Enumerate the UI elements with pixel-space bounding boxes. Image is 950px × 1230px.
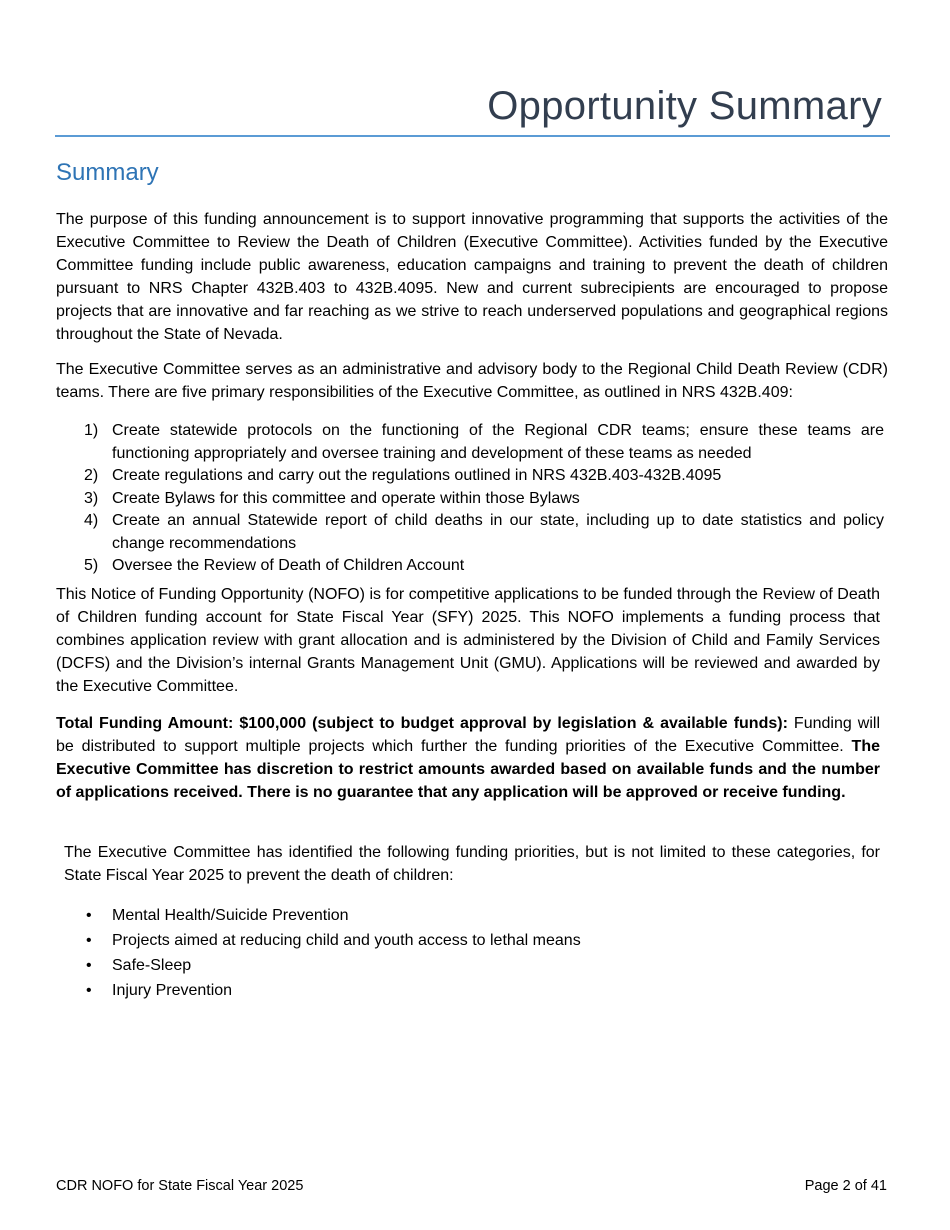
section-heading-summary: Summary bbox=[56, 159, 159, 186]
list-item-text: Create regulations and carry out the regulations outlined in NRS 432B.403-432B.4095 bbox=[112, 467, 722, 484]
paragraph-committee-role: The Executive Committee serves as an administrative and advisory body to the Regional Child Death Review (CDR) teams. There are five primary responsibilities of the Executive Committee, as outlined in NRS 432B.409: bbox=[56, 361, 888, 401]
list-item bbox=[56, 510, 884, 555]
list-item bbox=[56, 465, 884, 488]
list-item-text: Mental Health/Suicide Prevention bbox=[112, 907, 349, 924]
paragraph-priorities-intro: The Executive Committee has identified the following funding priorities, but is not limited to these categories, for State Fiscal Year 2025 to prevent the death of children: bbox=[64, 844, 880, 884]
list-item-text: Projects aimed at reducing child and youth access to lethal means bbox=[112, 932, 581, 949]
funding-disclaimer: The Executive Committee has discretion to restrict amounts awarded based on available funds and the number of applications received. There is no guarantee that any application will be approved or receive funding. bbox=[56, 738, 880, 801]
list-item bbox=[56, 420, 884, 465]
list-item bbox=[56, 488, 884, 511]
list-item-text: Injury Prevention bbox=[112, 982, 233, 999]
list-item bbox=[56, 903, 856, 928]
list-item bbox=[56, 555, 884, 578]
list-item bbox=[56, 953, 856, 978]
list-number: 4) bbox=[84, 512, 99, 529]
bullet-icon: • bbox=[86, 932, 92, 949]
list-number: 1) bbox=[84, 422, 99, 439]
bullet-icon: • bbox=[86, 957, 92, 974]
paragraph-funding-amount bbox=[56, 712, 880, 804]
list-number: 3) bbox=[84, 489, 99, 507]
list-item bbox=[56, 978, 856, 1003]
funding-description: Funding will be distributed to support multiple projects which further the funding priorities of the Executive Committee. bbox=[56, 715, 880, 755]
list-item-text: Create an annual Statewide report of child deaths in our state, including up to date statistics and policy change recommendations bbox=[112, 512, 884, 552]
list-item-text: Create statewide protocols on the functioning of the Regional CDR teams; ensure these teams are functioning appropriately and oversee training and development of these teams as needed bbox=[112, 422, 884, 462]
bullet-icon: • bbox=[86, 907, 92, 924]
title-divider bbox=[55, 135, 890, 137]
paragraph-nofo: This Notice of Funding Opportunity (NOFO) is for competitive applications to be funded through the Review of Death of Children funding account for State Fiscal Year (SFY) 2025. This NOFO implements a funding process that combines application review with grant allocation and is administered by the Division of Child and Family Services (DCFS) and the Division’s internal Grants Management Unit (GMU). Applications will be reviewed and awarded by the Executive Committee. bbox=[56, 586, 880, 695]
footer-page-number: Page 2 of 41 bbox=[804, 1178, 887, 1194]
list-item-text: Oversee the Review of Death of Children Account bbox=[112, 557, 465, 574]
bullet-icon: • bbox=[86, 982, 92, 999]
list-item bbox=[56, 928, 856, 953]
list-item-text: Safe-Sleep bbox=[112, 957, 192, 974]
responsibilities-list bbox=[56, 420, 884, 578]
list-number: 5) bbox=[84, 557, 99, 574]
footer-document-title: CDR NOFO for State Fiscal Year 2025 bbox=[56, 1178, 304, 1194]
funding-amount-label: Total Funding Amount: $100,000 (subject to budget approval by legislation & available funds): bbox=[56, 715, 788, 732]
list-number: 2) bbox=[84, 467, 99, 484]
priorities-list bbox=[56, 903, 856, 1003]
page-title: Opportunity Summary bbox=[487, 84, 882, 128]
paragraph-purpose: The purpose of this funding announcement is to support innovative programming that supports the activities of the Executive Committee to Review the Death of Children (Executive Committee). Activities funded by the Executive Committee funding include public awareness, education campaigns and training to prevent the death of children pursuant to NRS Chapter 432B.403 to 432B.4095. New and current subrecipients are encouraged to propose projects that are innovative and far reaching as we strive to reach underserved populations and geographical regions throughout the State of Nevada. bbox=[56, 211, 888, 343]
list-item-text: Create Bylaws for this committee and operate within those Bylaws bbox=[112, 489, 580, 507]
